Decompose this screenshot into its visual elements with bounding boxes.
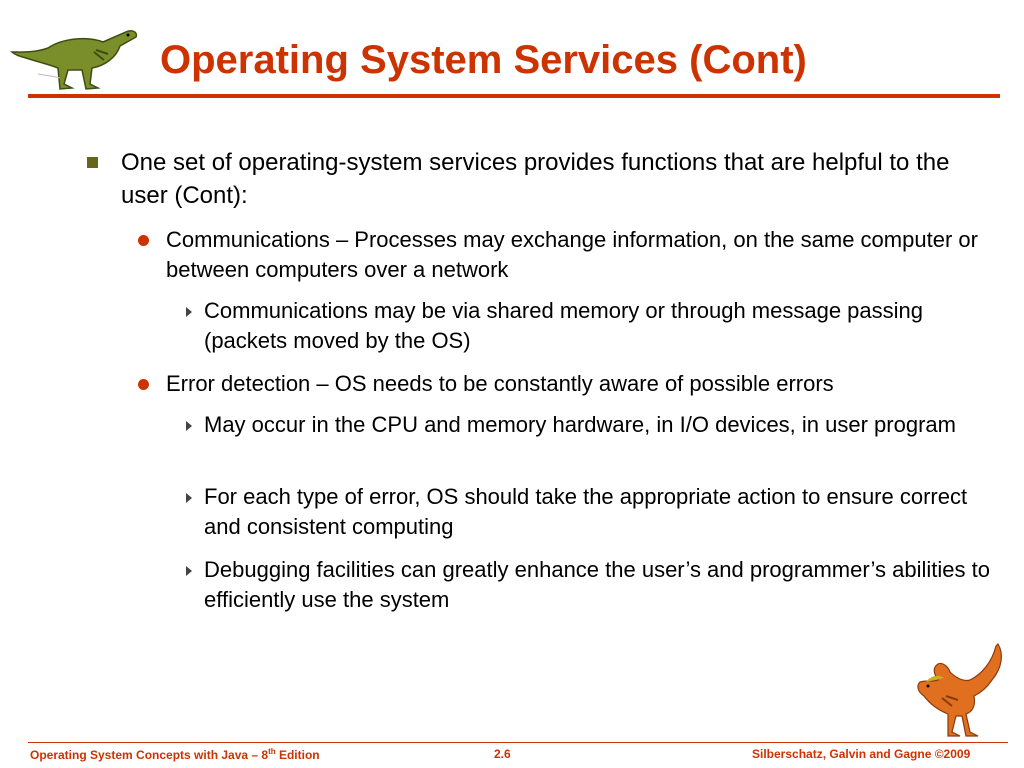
slide-title: Operating System Services (Cont): [160, 38, 807, 82]
bullet-text: Error detection – OS needs to be constantly aware of possible errors: [166, 371, 834, 396]
footer-page-number: 2.6: [494, 747, 511, 761]
round-bullet-icon: [138, 235, 149, 246]
green-dinosaur-icon: [8, 18, 143, 93]
bullet-text: Debugging facilities can greatly enhance the user’s and programmer’s abilities to efficiently use the system: [204, 557, 990, 612]
orange-dinosaur-icon: [912, 640, 1012, 740]
footer-authors: Silberschatz, Galvin and Gagne ©2009: [752, 747, 971, 761]
triangle-bullet-icon: [186, 421, 192, 431]
bullet-text: Communications – Processes may exchange information, on the same computer or between computers over a network: [166, 227, 978, 282]
bullet-text: Communications may be via shared memory or through message passing (packets moved by the OS): [204, 298, 923, 353]
footer-book-title: Operating System Concepts with Java – 8th Edition: [30, 747, 320, 762]
square-bullet-icon: [87, 157, 98, 168]
footer-divider: [28, 742, 1008, 743]
triangle-bullet-icon: [186, 493, 192, 503]
round-bullet-icon: [138, 379, 149, 390]
triangle-bullet-icon: [186, 307, 192, 317]
triangle-bullet-icon: [186, 566, 192, 576]
bullet-text: For each type of error, OS should take the appropriate action to ensure correct and consistent computing: [204, 484, 968, 539]
title-divider: [28, 94, 1000, 98]
bullet-text: One set of operating-system services provides functions that are helpful to the user (Cont):: [121, 149, 950, 209]
bullet-text: May occur in the CPU and memory hardware, in I/O devices, in user program: [204, 412, 956, 437]
